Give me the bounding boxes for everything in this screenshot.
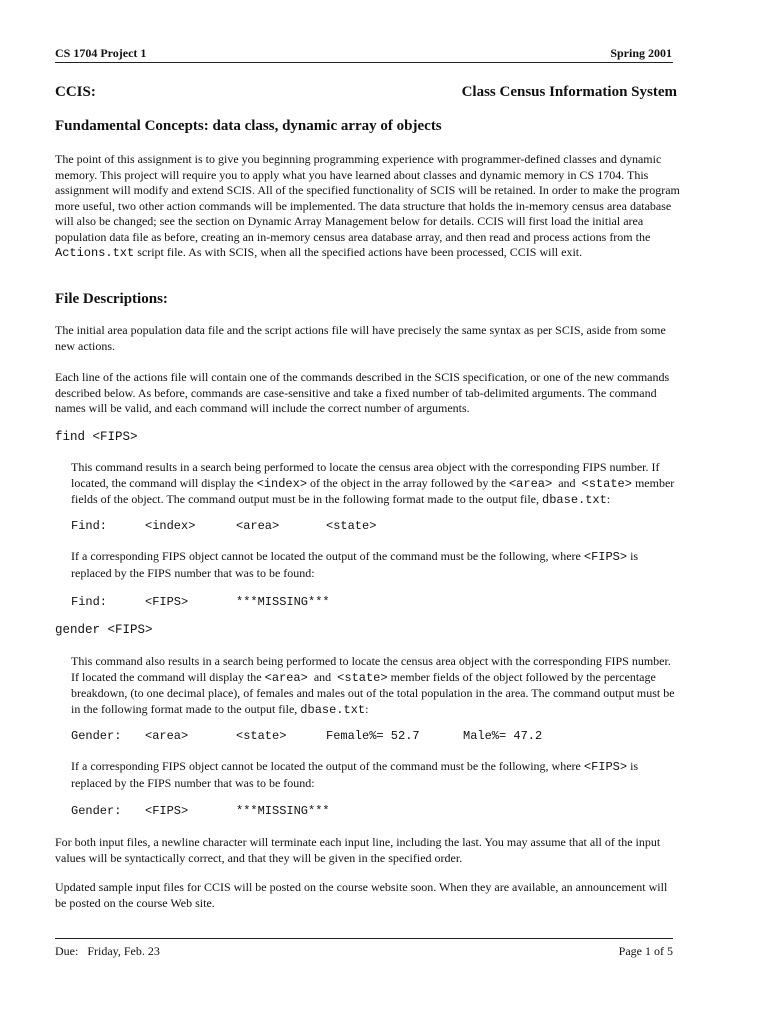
footer-rule — [55, 938, 673, 939]
format-fips: <FIPS> — [145, 595, 189, 609]
file-descriptions-heading: File Descriptions: — [55, 291, 168, 307]
format-area: <area> — [236, 519, 280, 533]
find-command: find <FIPS> — [55, 430, 138, 444]
area-field: <area> — [264, 670, 308, 685]
index-field: <index> — [256, 476, 308, 491]
find-output-format — [71, 519, 376, 533]
concepts-heading: Fundamental Concepts: data class, dynamic array of objects — [55, 118, 442, 134]
find-desc-text-3: member fields of the object. The command output must be in the following format made to the output file, — [71, 475, 675, 506]
format-area: <area> — [145, 729, 189, 743]
format-label: Gender: — [71, 729, 122, 743]
format-female: Female%= 52.7 — [326, 729, 420, 743]
closing-paragraph-2: Updated sample input files for CCIS will be posted on the course website soon. When they are available, an announcement will be posted on the course Web site. — [55, 880, 668, 910]
format-index: <index> — [145, 519, 196, 533]
file-desc-paragraph-2: Each line of the actions file will contain one of the commands described in the SCIS specification, or one of the new commands described below. As before, commands are case-sensitive and take a fixed number of tab-delimited arguments. The command names will be valid, and each command will include the correct number of arguments. — [55, 370, 670, 415]
state-field: <state> — [581, 476, 632, 491]
format-missing: ***MISSING*** — [236, 595, 330, 609]
find-desc-colon: : — [606, 492, 611, 506]
footer-due-date: Due: Friday, Feb. 23 — [55, 944, 160, 958]
format-label: Find: — [71, 519, 108, 533]
find-description — [71, 460, 680, 509]
format-label: Gender: — [71, 804, 122, 818]
doc-title-full: Class Census Information System — [461, 84, 677, 100]
output-filename: dbase.txt — [542, 493, 607, 507]
find-desc-text-2: of the object in the array followed by the — [307, 475, 509, 490]
find-desc-text-1: This command results in a search being performed to locate the census area object with the corresponding FIPS number. If located, the command will display the — [71, 460, 660, 490]
state-field: <state> — [337, 670, 388, 685]
gender-output-format — [71, 729, 542, 743]
find-missing-format — [71, 595, 330, 609]
format-male: Male%= 47.2 — [463, 729, 543, 743]
find-desc-and: and — [552, 475, 582, 490]
fips-field: <FIPS> — [583, 550, 628, 564]
intro-text-1: The point of this assignment is to give you beginning programming experience with programmer-defined classes and dynamic memory. This project will require you to apply what you have learned about classes and dynamic memory in CS 1704. This assignment will modify and extend SCIS. All of the specified functionality of SCIS will be retained. In order to make the program more useful, two other action commands will be implemented. The data structure that holds the in-memory census area database will also be changed; see the section on Dynamic Array Management below for details. CCIS will first load the initial area population data file as before, creating an in-memory census area database array, and then read and process actions from the — [55, 152, 680, 244]
format-fips: <FIPS> — [145, 804, 189, 818]
gender-desc-text-1: This command also results in a search being performed to locate the census area object with the corresponding FIPS number. If located the command will display the — [71, 654, 671, 684]
header-course: CS 1704 Project 1 — [55, 46, 147, 60]
fips-field: <FIPS> — [583, 760, 628, 774]
format-state: <state> — [236, 729, 287, 743]
find-missing-description — [71, 549, 680, 581]
format-missing: ***MISSING*** — [236, 804, 330, 818]
gender-missing-text-1: If a corresponding FIPS object cannot be located the output of the command must be the following, where — [71, 759, 584, 773]
actions-filename: Actions.txt — [55, 246, 135, 260]
gender-description — [71, 654, 680, 718]
intro-text-2: script file. As with SCIS, when all the specified actions have been processed, CCIS will exit. — [134, 245, 583, 259]
format-state: <state> — [326, 519, 377, 533]
find-missing-text-2: is replaced by the FIPS number that was to be found: — [71, 549, 639, 580]
title-row — [55, 84, 677, 101]
output-filename: dbase.txt — [300, 702, 366, 717]
header-rule — [55, 62, 673, 63]
gender-command: gender <FIPS> — [55, 623, 153, 637]
gender-missing-description — [71, 759, 680, 791]
gender-missing-format — [71, 804, 330, 818]
area-field: <area> — [508, 476, 553, 491]
find-missing-text-1: If a corresponding FIPS object cannot be located the output of the command must be the following, where — [71, 549, 584, 563]
intro-paragraph — [55, 152, 680, 262]
format-label: Find: — [71, 595, 108, 609]
gender-desc-colon: : — [365, 701, 369, 716]
page-footer — [55, 944, 673, 959]
header-term: Spring 2001 — [610, 46, 672, 60]
gender-desc-and: and — [307, 669, 338, 684]
file-desc-paragraph-1: The initial area population data file and the script actions file will have precisely the same syntax as per SCIS, aside from some new actions. — [55, 323, 666, 353]
doc-title-acronym: CCIS: — [55, 84, 96, 100]
running-header — [55, 46, 672, 61]
gender-missing-text-2: is replaced by the FIPS number that was to be found: — [71, 759, 639, 790]
gender-desc-text-2: member fields of the object followed by the percentage breakdown, (to one decimal place), of females and males out of the total population in the area. The command output must be in the following format made to the output file, — [71, 669, 675, 716]
footer-page-number: Page 1 of 5 — [618, 944, 673, 958]
closing-paragraph-1: For both input files, a newline character will terminate each input line, including the last. You may assume that all of the input values will be syntactically correct, and that they will be given in the specified order. — [55, 835, 661, 865]
